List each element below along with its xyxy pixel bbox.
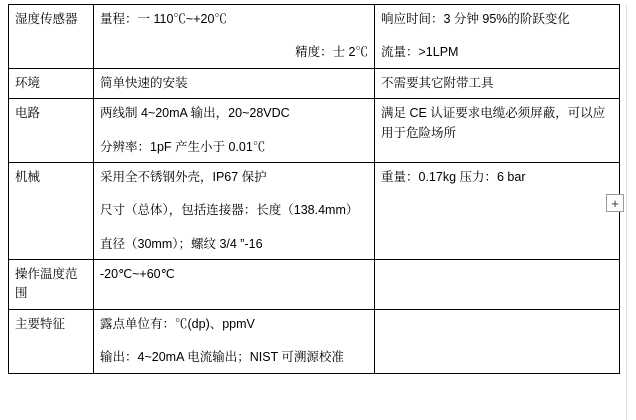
text-dewpoint-units: 露点单位有：℃(dp)、ppmV <box>100 316 255 331</box>
text-housing: 采用全不锈钢外壳，IP67 保护 <box>100 169 267 184</box>
cell-category-humidity-sensor <box>9 5 94 69</box>
cell-housing-dimensions <box>94 162 375 259</box>
cell-category-operating-temperature <box>9 260 94 310</box>
row-circuit <box>9 99 620 163</box>
text-diameter-thread: 直径（30mm）；螺纹 3/4 ”-16 <box>100 236 263 251</box>
text-output-calibration: 输出：4~20mA 电流输出；NIST 可溯源校准 <box>100 350 344 365</box>
row-main-features <box>9 309 620 373</box>
cell-empty-features <box>375 309 620 373</box>
cell-response-flow <box>375 5 620 69</box>
cell-category-environment <box>9 68 94 98</box>
text-output: 两线制 4~20mA 输出，20~28VDC <box>100 106 290 121</box>
row-environment <box>9 68 620 98</box>
cell-installation <box>94 68 375 98</box>
plus-icon: + <box>611 195 619 211</box>
text-dimensions: 尺寸（总体），包括连接器：长度（138.4mm） <box>100 203 359 218</box>
text-resolution: 分辨率：1pF 产生小于 0.01℃ <box>100 139 266 154</box>
row-humidity-sensor <box>9 5 620 69</box>
document-page <box>0 4 636 420</box>
cell-output-resolution <box>94 99 375 163</box>
label-category: 操作温度范围 <box>15 267 78 301</box>
cell-certification <box>375 99 620 163</box>
specifications-table <box>8 4 620 374</box>
text-certification: 满足 CE 认证要求电缆必须屏蔽，可以应用于危险场所 <box>381 106 606 140</box>
text-range: 量程：一 110℃~+20℃ <box>100 12 227 26</box>
label-category: 湿度传感器 <box>15 12 78 26</box>
label-category: 主要特征 <box>15 316 66 331</box>
cell-category-main-features <box>9 309 94 373</box>
cell-dewpoint-output <box>94 309 375 373</box>
cell-category-circuit <box>9 99 94 163</box>
table-body <box>9 5 620 374</box>
label-category: 机械 <box>15 169 41 184</box>
cell-empty-operating <box>375 260 620 310</box>
cell-weight-pressure <box>375 162 620 259</box>
cell-temperature-range <box>94 260 375 310</box>
label-category: 电路 <box>15 106 41 121</box>
text-accuracy: 精度：士 2℃ <box>295 45 368 60</box>
text-installation: 简单快速的安装 <box>100 75 188 90</box>
expand-table-button[interactable] <box>606 194 624 212</box>
row-operating-temperature <box>9 260 620 310</box>
label-category: 环境 <box>15 75 41 90</box>
text-tools: 不需要其它附带工具 <box>381 75 494 90</box>
cell-tools <box>375 68 620 98</box>
row-mechanical <box>9 162 620 259</box>
page-edge-divider <box>626 4 627 420</box>
cell-range-accuracy <box>94 5 375 69</box>
text-response-time: 响应时间：3 分钟 95%的阶跃变化 <box>381 12 570 26</box>
cell-category-mechanical <box>9 162 94 259</box>
text-flow: 流量：>1LPM <box>381 45 459 60</box>
text-temperature-range: -20℃~+60℃ <box>100 267 175 281</box>
text-weight-pressure: 重量：0.17kg 压力：6 bar <box>381 169 526 184</box>
